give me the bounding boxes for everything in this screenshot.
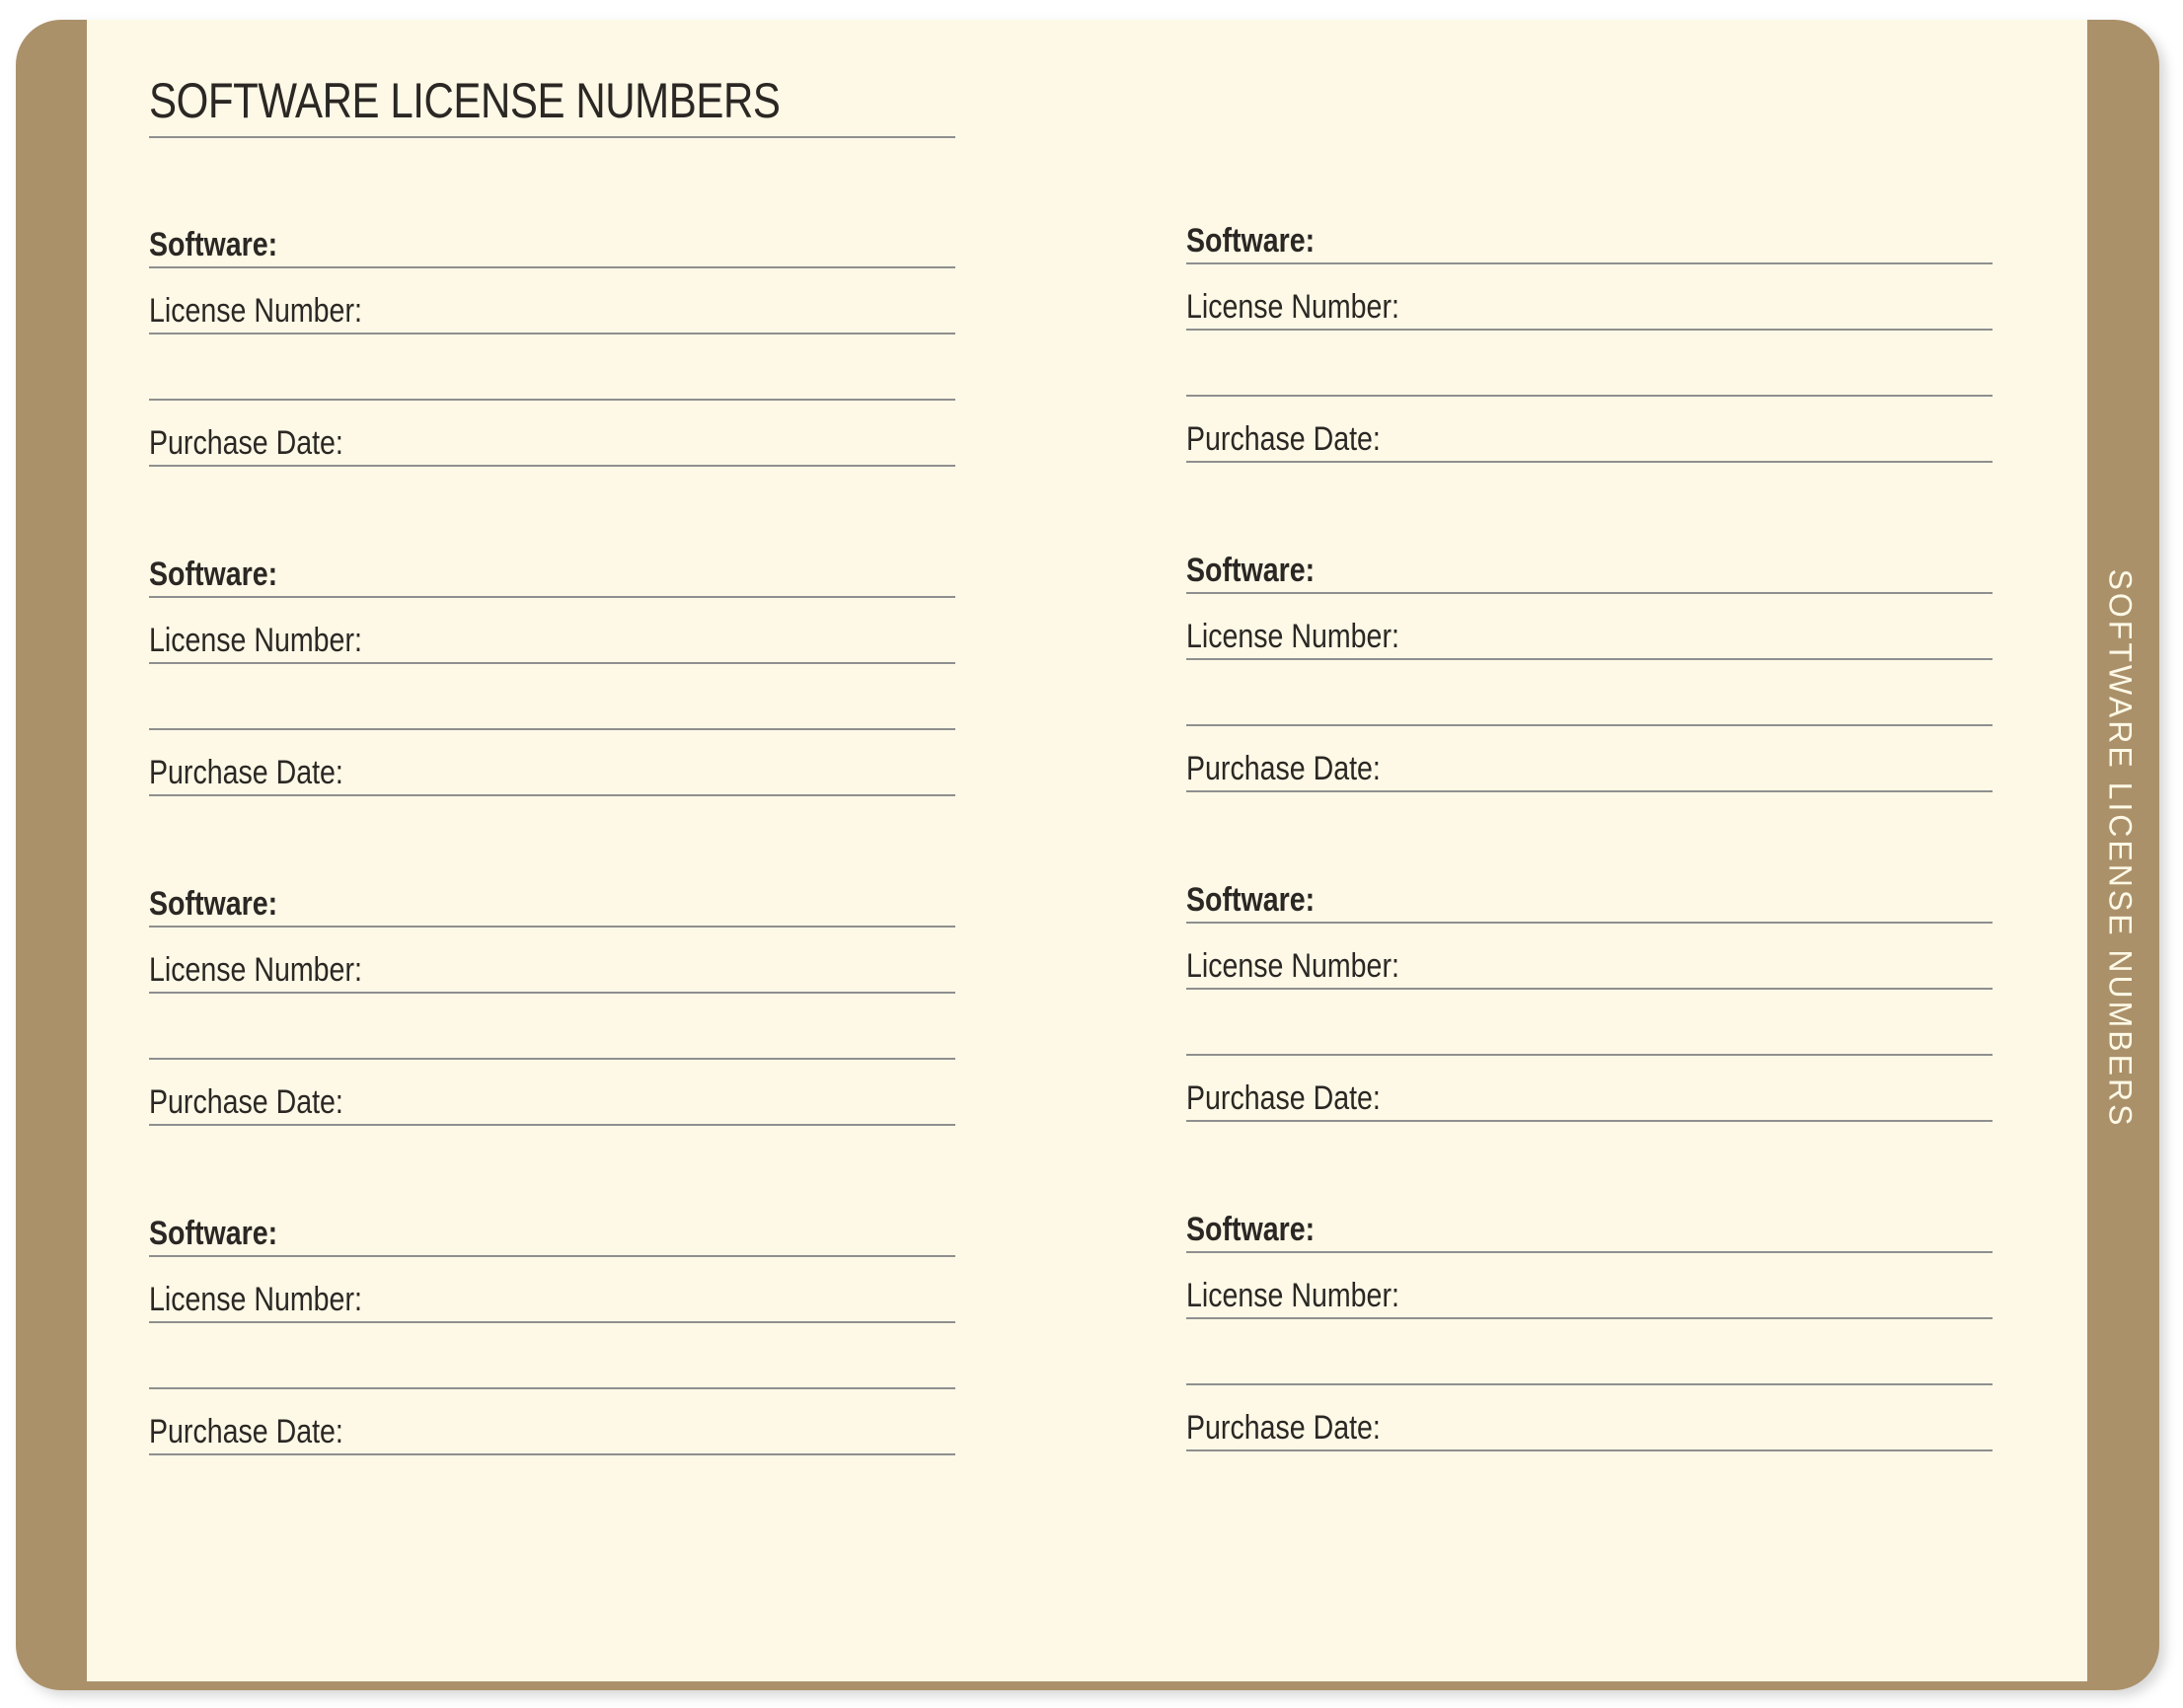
license-entry [149, 532, 955, 828]
purchase-date-field[interactable] [149, 401, 955, 467]
software-field[interactable] [149, 1191, 955, 1257]
license-number-label: License Number: [1186, 1277, 1399, 1314]
purchase-date-label: Purchase Date: [1186, 1079, 1381, 1117]
purchase-date-field[interactable] [1186, 1056, 1993, 1122]
license-entry [149, 1191, 955, 1487]
software-field[interactable] [149, 532, 955, 598]
license-number-field[interactable] [1186, 1253, 1993, 1319]
license-number-continuation-line[interactable] [149, 994, 955, 1060]
software-label: Software: [149, 885, 278, 923]
license-number-continuation-line[interactable] [1186, 660, 1993, 726]
software-field[interactable] [1186, 857, 1993, 924]
software-field[interactable] [1186, 528, 1993, 594]
license-entry [149, 202, 955, 498]
license-entry [149, 861, 955, 1157]
license-number-label: License Number: [149, 292, 362, 330]
license-number-continuation-line[interactable] [1186, 990, 1993, 1056]
purchase-date-label: Purchase Date: [149, 1083, 343, 1121]
license-number-field[interactable] [149, 598, 955, 664]
purchase-date-field[interactable] [149, 730, 955, 796]
purchase-date-label: Purchase Date: [149, 754, 343, 791]
purchase-date-label: Purchase Date: [149, 424, 343, 462]
license-number-label: License Number: [1186, 618, 1399, 655]
purchase-date-label: Purchase Date: [1186, 420, 1381, 458]
purchase-date-label: Purchase Date: [149, 1413, 343, 1450]
software-field[interactable] [149, 202, 955, 268]
software-label: Software: [149, 226, 278, 263]
purchase-date-field[interactable] [1186, 1385, 1993, 1451]
license-number-continuation-line[interactable] [1186, 331, 1993, 397]
purchase-date-field[interactable] [149, 1060, 955, 1126]
license-number-label: License Number: [1186, 947, 1399, 985]
software-label: Software: [1186, 552, 1316, 589]
license-number-field[interactable] [1186, 264, 1993, 331]
license-number-continuation-line[interactable] [1186, 1319, 1993, 1385]
license-number-continuation-line[interactable] [149, 334, 955, 401]
license-entry [1186, 198, 1993, 494]
page-title-text: SOFTWARE LICENSE NUMBERS [149, 73, 781, 128]
software-field[interactable] [1186, 1187, 1993, 1253]
software-label: Software: [1186, 881, 1316, 919]
license-number-label: License Number: [149, 1281, 362, 1318]
purchase-date-field[interactable] [1186, 726, 1993, 792]
purchase-date-label: Purchase Date: [1186, 750, 1381, 787]
purchase-date-field[interactable] [149, 1389, 955, 1455]
purchase-date-label: Purchase Date: [1186, 1409, 1381, 1447]
spine-tab [2100, 568, 2140, 1129]
software-field[interactable] [1186, 198, 1993, 264]
license-entry [1186, 1187, 1993, 1483]
license-number-field[interactable] [1186, 924, 1993, 990]
software-label: Software: [149, 1215, 278, 1252]
license-number-continuation-line[interactable] [149, 664, 955, 730]
license-entry [1186, 857, 1993, 1153]
software-label: Software: [149, 556, 278, 593]
license-number-continuation-line[interactable] [149, 1323, 955, 1389]
software-field[interactable] [149, 861, 955, 928]
license-number-field[interactable] [149, 928, 955, 994]
license-entry [1186, 528, 1993, 824]
spine-label: SOFTWARE LICENSE NUMBERS [2102, 568, 2139, 1129]
license-number-label: License Number: [149, 622, 362, 659]
license-number-label: License Number: [149, 951, 362, 989]
license-number-field[interactable] [1186, 594, 1993, 660]
purchase-date-field[interactable] [1186, 397, 1993, 463]
license-number-field[interactable] [149, 268, 955, 334]
software-label: Software: [1186, 222, 1316, 260]
page-title [149, 71, 955, 138]
license-number-field[interactable] [149, 1257, 955, 1323]
license-number-label: License Number: [1186, 288, 1399, 326]
software-label: Software: [1186, 1211, 1316, 1248]
